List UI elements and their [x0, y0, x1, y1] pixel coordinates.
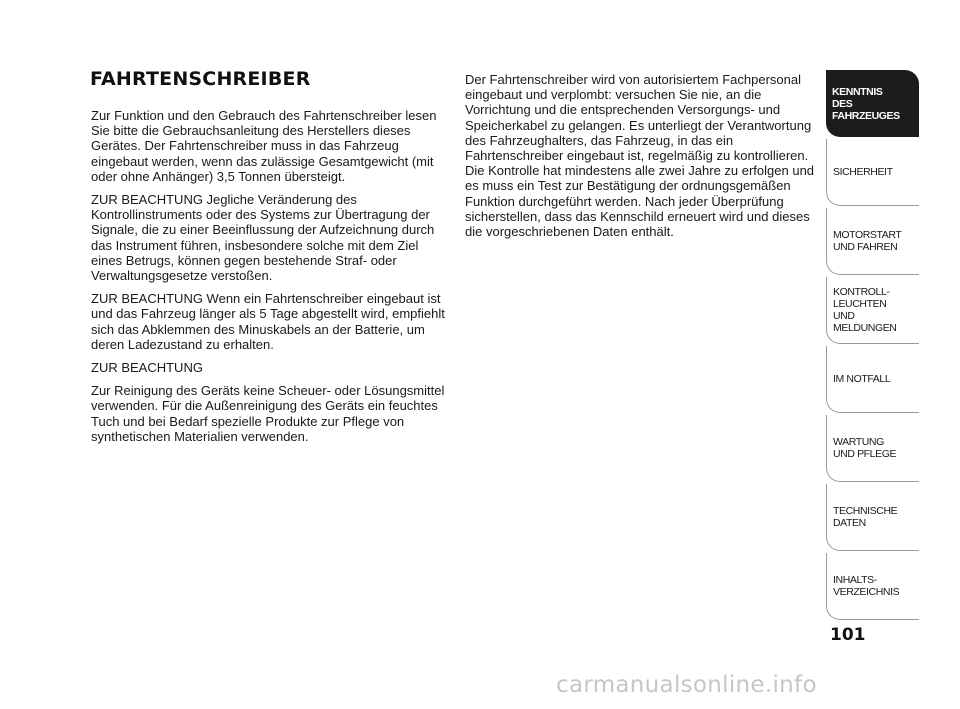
tab-kenntnis-des-fahrzeuges[interactable]	[826, 70, 919, 137]
paragraph-intro: Zur Funktion und den Gebrauch des Fahrtenschreiber lesen Sie bitte die Gebrauchsanleitung des Herstellers dieses Gerätes. Der Fahrtenschreiber muss in das Fahrzeug eingebaut werden, wenn das zulässige Gesamtgewicht (mit oder ohne Anhänger) 3,5 Tonnen übersteigt.	[91, 108, 437, 184]
tab-label: TECHNISCHE DATEN	[833, 505, 898, 529]
tab-label: KONTROLL- LEUCHTEN UND MELDUNGEN	[833, 286, 897, 334]
tab-inhaltsverzeichnis[interactable]	[826, 553, 919, 620]
tab-im-notfall[interactable]	[826, 346, 919, 413]
left-text-column	[91, 108, 451, 452]
paragraph-warning-tampering: ZUR BEACHTUNG Jegliche Veränderung des Kontrollinstruments oder des Systems zur Übertragung der Signale, die zu einer Beeinflussung der Aufzeichnung durch das Instrument führen, insbesondere solche mit dem Ziel eines Betrugs, können gegen bestehende Straf- oder Verwaltungsgesetze verstoßen.	[91, 192, 435, 284]
tab-wartung-und-pflege[interactable]	[826, 415, 919, 482]
tab-label: KENNTNIS DES FAHRZEUGES	[832, 85, 900, 122]
chapter-navigation	[826, 70, 919, 622]
paragraph-warning-battery: ZUR BEACHTUNG Wenn ein Fahrtenschreiber eingebaut ist und das Fahrzeug länger als 5 Tage abgestellt wird, empfiehlt sich das Abklemmen des Minuskabels an der Batterie, um deren Ladezustand zu erhalten.	[91, 291, 445, 352]
page-number: 101	[830, 625, 866, 645]
tab-label: SICHERHEIT	[833, 166, 893, 178]
tab-label: INHALTS- VERZEICHNIS	[833, 574, 900, 598]
tab-sicherheit[interactable]	[826, 139, 919, 206]
tab-label: MOTORSTART UND FAHREN	[833, 229, 902, 253]
tab-label: IM NOTFALL	[833, 373, 891, 385]
tab-label: WARTUNG UND PFLEGE	[833, 436, 897, 460]
paragraph-cleaning: Zur Reinigung des Geräts keine Scheuer- oder Lösungsmittel verwenden. Für die Außenreinigung des Geräts ein feuchtes Tuch und bei Bedarf spezielle Produkte zur Pflege von synthetischen Materialien verwenden.	[91, 383, 445, 444]
paragraph-warning-heading: ZUR BEACHTUNG	[91, 360, 203, 376]
tab-kontrollleuchten-und-meldungen[interactable]	[826, 277, 919, 344]
watermark: carmanualsonline.info	[556, 672, 817, 698]
tab-technische-daten[interactable]	[826, 484, 919, 551]
right-text-column	[465, 72, 825, 247]
tab-motorstart-und-fahren[interactable]	[826, 208, 919, 275]
paragraph-installation: Der Fahrtenschreiber wird von autorisiertem Fachpersonal eingebaut und verplombt: versuchen Sie nie, an die Vorrichtung und die entsprechenden Versorgungs- und Speicherkabel zu gelangen. Es unterliegt der Verantwortung des Fahrzeughalters, das Fahrzeug, in das ein Fahrtenschreiber eingebaut ist, regelmäßig zu kontrollieren. Die Kontrolle hat mindestens alle zwei Jahre zu erfolgen und es muss ein Test zur Bestätigung der ordnungsgemäßen Funktion durchgeführt werden. Nach jeder Überprüfung sicherstellen, dass das Kennschild erneuert wird und dieses die vorgeschriebenen Daten enthält.	[465, 72, 815, 240]
section-title: FAHRTENSCHREIBER	[90, 68, 311, 90]
